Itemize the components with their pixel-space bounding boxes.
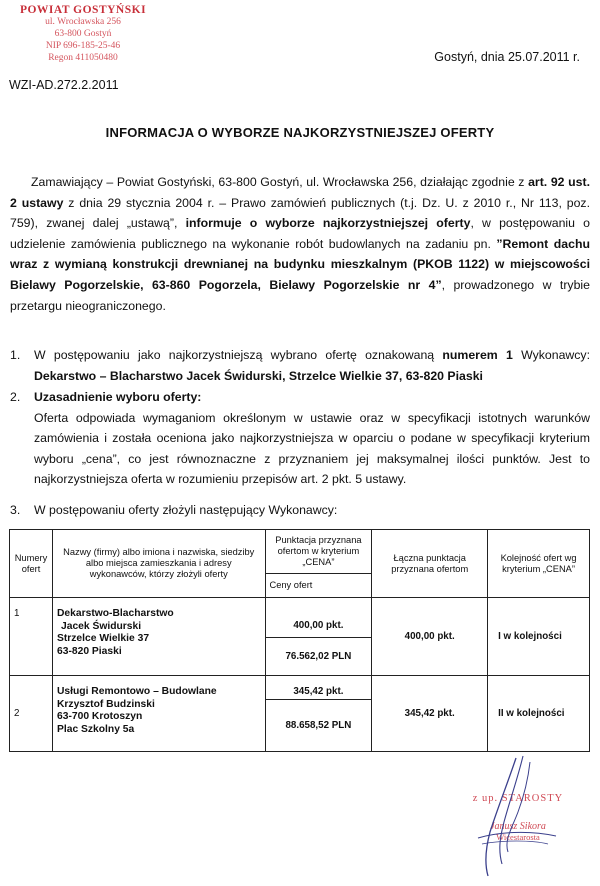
- row-1-number: 1: [10, 598, 53, 676]
- letterhead-city: 63-800 Gostyń: [54, 29, 112, 39]
- item-1-text-2: Wykonawcy:: [512, 348, 590, 362]
- reference-number: WZI-AD.272.2.2011: [9, 78, 119, 92]
- header-name: Nazwy (firmy) albo imiona i nazwiska, siedziby albo miejsca zamieszkania i adresy wykonawców, którzy złożyli oferty: [52, 530, 265, 598]
- row-2-name-line-3: 63-700 Krotoszyn: [56, 711, 143, 722]
- intro-text-4: , prowadzonego w trybie przetargu nieograniczonego.: [10, 277, 590, 313]
- signature-role: z up. STAROSTY: [472, 793, 564, 804]
- intro-bold-project: ”Remont dachu wraz z wymianą konstrukcji drewnianej na budynku mieszkalnym (PKOB 1122) w miejscowości Bielawy Pogorzelskie, 63-860 Pogorzela, Bielawy Pogorzelskie nr 4”: [10, 236, 590, 292]
- table-header-row: [10, 530, 590, 574]
- item-3-number: 3.: [10, 503, 21, 517]
- row-2-contractor: [52, 676, 265, 752]
- row-1-total: 400,00 pkt.: [372, 598, 488, 676]
- item-2-heading: Uzasadnienie wyboru oferty:: [34, 390, 202, 404]
- row-2-price: 88.658,52 PLN: [265, 700, 372, 752]
- signature-title: Wicestarosta: [496, 832, 540, 842]
- row-2-points: 345,42 pkt.: [265, 676, 372, 700]
- item-2-number: 2.: [10, 390, 21, 404]
- signature-name: Janusz Sikora: [490, 821, 546, 832]
- row-1-name-line-4: 63-820 Piaski: [56, 645, 122, 657]
- item-3-text: W postępowaniu oferty złożyli następujący Wykonawcy:: [34, 503, 338, 517]
- header-number: Numery ofert: [10, 530, 53, 598]
- row-2-name-line-1: Usługi Remontowo – Budowlane: [56, 686, 217, 697]
- intro-text-1: Zamawiający – Powiat Gostyński, 63-800 Gostyń, ul. Wrocławska 256, działając zgodnie z: [31, 175, 529, 189]
- table-row: [10, 676, 590, 700]
- letterhead-street: ul. Wrocławska 256: [45, 17, 121, 27]
- intro-text-3: , w postępowaniu o udzielenie zamówienia publicznego na wykonanie robót budowlanych na zadaniu pn.: [10, 216, 590, 251]
- item-1-number: 1.: [10, 348, 21, 362]
- offers-table: [9, 529, 590, 752]
- row-1-contractor: [52, 598, 265, 676]
- item-2-text: Oferta odpowiada wymaganiom określonym w ustawie oraz w specyfikacji istotnych warunków zamówienia i została oceniona jako najkorzystniejsza w oparciu o podane w specyfikacji kryterium wyboru „cena”, co jest równoznaczne z przyznaniem jej maksymalnej ilości punktów. Jest to najkorzystniejsza oferta w rozumieniu przepisów art. 2 pkt. 5 ustawy.: [34, 410, 590, 487]
- item-1-bold-contractor: Dekarstwo – Blacharstwo Jacek Świdurski, Strzelce Wielkie 37, 63-820 Piaski: [34, 368, 483, 383]
- letterhead-stamp: [8, 4, 158, 64]
- row-1-name-line-3: Strzelce Wielkie 37: [56, 633, 150, 644]
- row-2-name-line-2: Krzysztof Budzinski: [56, 698, 155, 710]
- row-1-points: 400,00 pkt.: [265, 598, 372, 638]
- intro-bold-informs: informuje o wyborze najkorzystniejszej oferty: [185, 216, 471, 231]
- item-1-bold-number: numerem 1: [442, 348, 513, 362]
- letterhead-nip: NIP 696-185-25-46: [45, 41, 121, 51]
- handwritten-signature: [438, 752, 588, 882]
- item-1: [10, 345, 590, 386]
- row-1-price: 76.562,02 PLN: [265, 638, 372, 676]
- header-rank: Kolejność ofert wg kryterium „CENA”: [488, 530, 590, 598]
- row-1-name-line-1: Dekarstwo-Blacharstwo: [56, 608, 174, 619]
- intro-text-2: z dnia 29 stycznia 2004 r. – Prawo zamówień publicznych (t.j. Dz. U. z 2010 r., Nr 113, poz. 759), zwanej dalej „ustawą”,: [10, 195, 590, 231]
- item-1-text-1: W postępowaniu jako najkorzystniejszą wybrano ofertę oznakowaną: [34, 348, 443, 362]
- document-title: INFORMACJA O WYBORZE NAJKORZYSTNIEJSZEJ OFERTY: [105, 125, 495, 140]
- row-2-total: 345,42 pkt.: [372, 676, 488, 752]
- header-points: Punktacja przyznana ofertom w kryterium „CENA”: [265, 530, 372, 574]
- item-3: [10, 500, 590, 521]
- intro-paragraph: [10, 172, 590, 316]
- row-1-rank: I w kolejności: [488, 598, 590, 676]
- row-2-name-line-4: Plac Szkolny 5a: [56, 723, 135, 735]
- place-date: Gostyń, dnia 25.07.2011 r.: [434, 50, 580, 64]
- row-2-rank: II w kolejności: [488, 676, 590, 752]
- header-total: Łączna punktacja przyznana ofertom: [372, 530, 488, 598]
- intro-bold-article: art. 92 ust. 2 ustawy: [10, 175, 590, 210]
- letterhead-name: POWIAT GOSTYŃSKI: [19, 4, 147, 16]
- table-row: [10, 598, 590, 638]
- header-price: Ceny ofert: [265, 574, 372, 598]
- item-2: [10, 387, 590, 490]
- row-1-name-line-2: Jacek Świdurski: [60, 620, 142, 632]
- letterhead-regon: Regon 411050480: [48, 53, 118, 63]
- row-2-number: 2: [10, 676, 53, 752]
